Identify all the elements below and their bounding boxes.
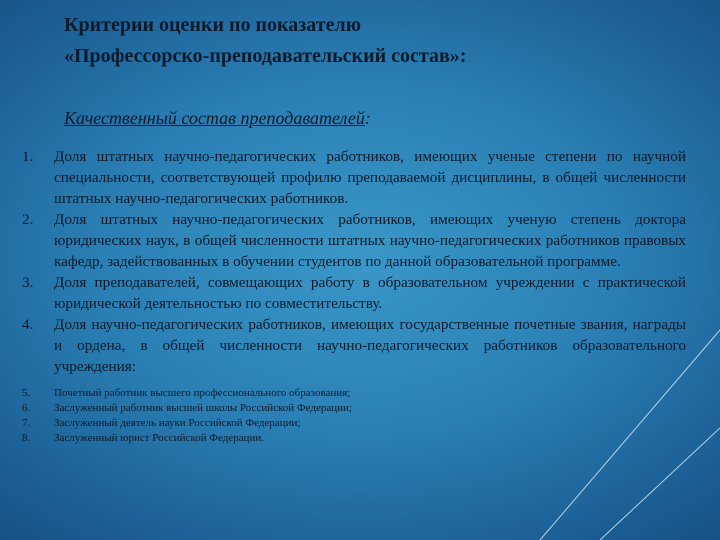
list-item: [22, 272, 686, 314]
slide-subtitle: [64, 106, 564, 130]
criteria-list: [22, 146, 686, 446]
list-item-text: Доля штатных научно-педагогических работников, имеющих ученые степени по научной специальности, соответствующей профилю преподаваемой дисциплины, в общей численности штатных научно-педагогических работников.: [54, 148, 686, 207]
list-item: [22, 209, 686, 272]
list-item: [22, 401, 686, 416]
list-item-number: 8.: [22, 432, 31, 444]
list-item: [22, 386, 686, 401]
title-line-2: «Профессорско-преподавательский состав»:: [64, 45, 467, 67]
list-item-number: 2.: [22, 211, 34, 228]
list-item-number: 5.: [22, 387, 31, 399]
list-item-number: 3.: [22, 274, 34, 291]
subtitle-text: Качественный состав преподавателей: [64, 108, 365, 128]
list-item-text: Доля преподавателей, совмещающих работу в образовательном учреждении с практической юридической деятельностью по совместительству.: [54, 274, 686, 312]
list-item: [22, 146, 686, 209]
list-item: [22, 314, 686, 377]
list-item-text: Доля научно-педагогических работников, имеющих государственные почетные звания, награды и ордена, в общей численности научно-педагогических работников образовательного учреждения:: [54, 316, 686, 375]
list-item-text: Почетный работник высшего профессионального образования;: [54, 387, 351, 399]
list-item-number: 4.: [22, 316, 34, 333]
list-item: [22, 416, 686, 431]
list-item: [22, 431, 686, 446]
list-item-number: 6.: [22, 402, 31, 414]
list-item-text: Заслуженный работник высшей школы Российской Федерации;: [54, 402, 352, 414]
title-line-1: Критерии оценки по показателю: [64, 14, 361, 36]
slide-title: [64, 10, 664, 72]
list-item-text: Доля штатных научно-педагогических работников, имеющих ученую степень доктора юридических наук, в общей численности штатных научно-педагогических работников правовых кафедр, задействованных в обучении студентов по данной образовательной программе.: [54, 211, 686, 270]
subtitle-colon: :: [364, 108, 371, 128]
list-item-text: Заслуженный деятель науки Российской Федерации;: [54, 417, 301, 429]
list-item-text: Заслуженный юрист Российской Федерации.: [54, 432, 264, 444]
list-item-number: 1.: [22, 148, 34, 165]
list-item-number: 7.: [22, 417, 31, 429]
